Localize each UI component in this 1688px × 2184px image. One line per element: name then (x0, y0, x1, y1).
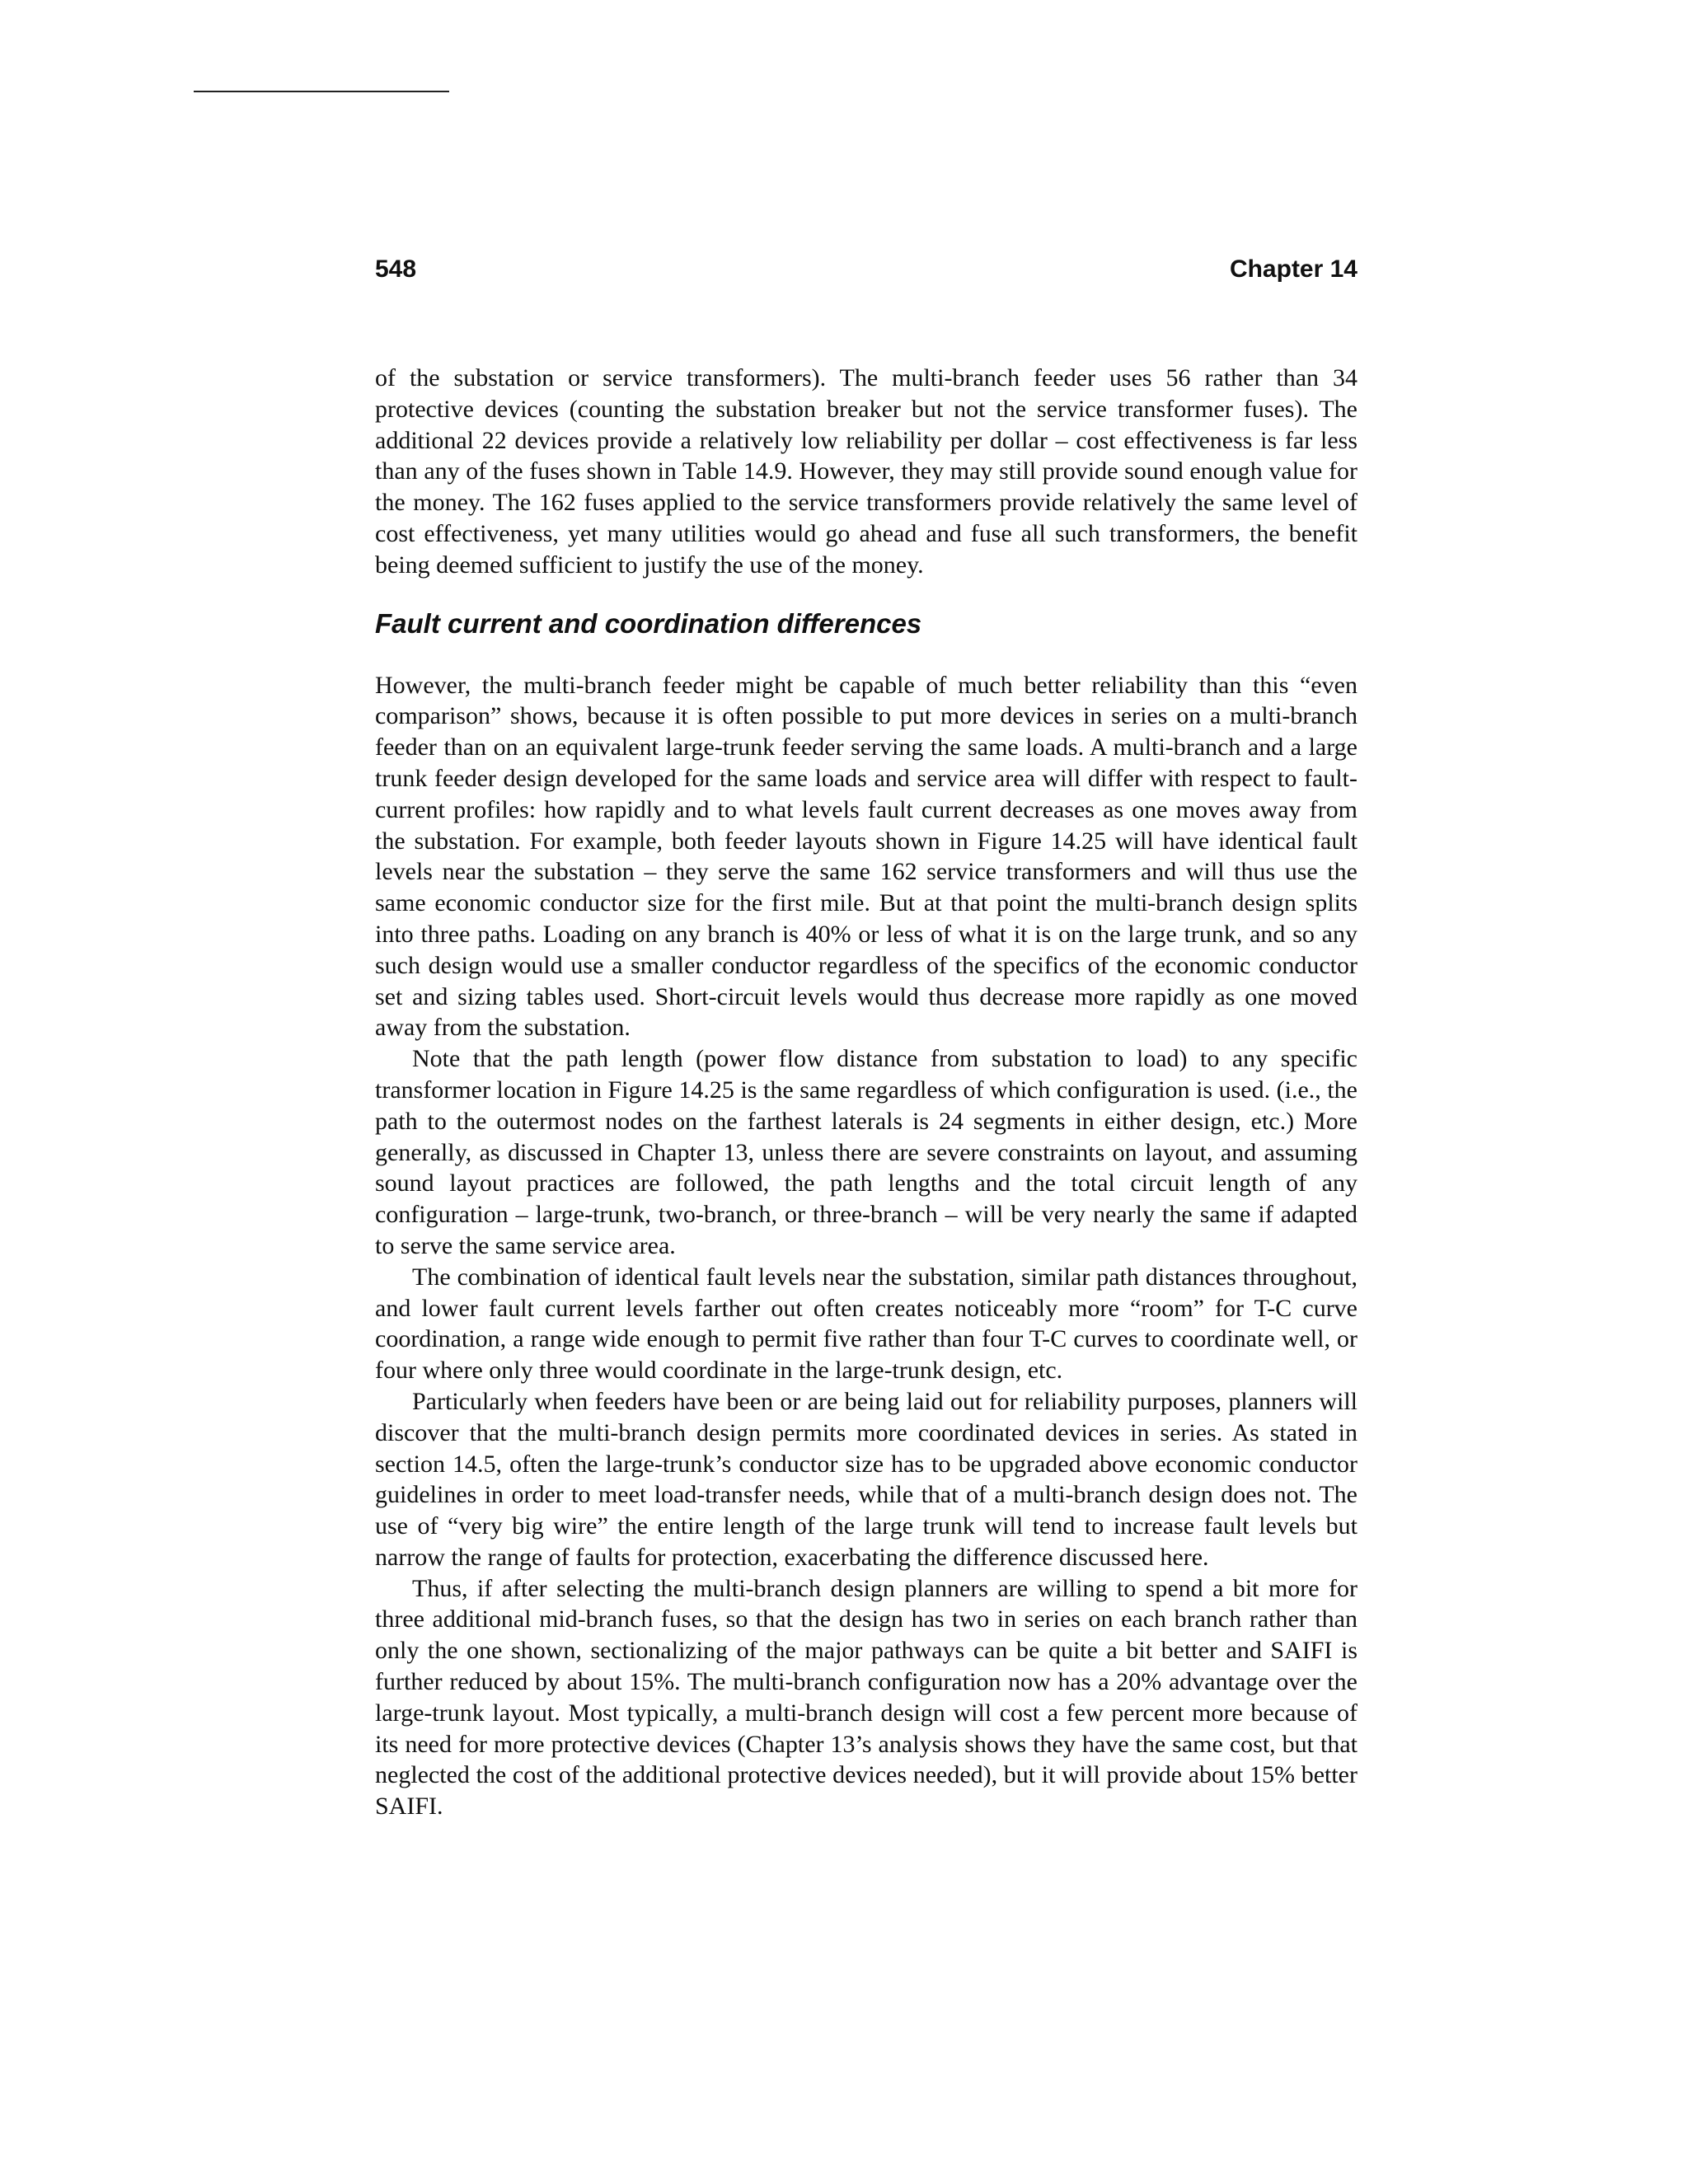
paragraph: However, the multi-branch feeder might be capable of much better reliability than this “even comparison” shows, because it is often possible to put more devices in series on a multi-branch feeder than on an equivalent large-trunk feeder serving the same loads. A multi-branch and a large trunk feeder design developed for the same loads and service area will differ with respect to fault-current profiles: how rapidly and to what levels fault current decreases as one moves away from the substation. For example, both feeder layouts shown in Figure 14.25 will have identical fault levels near the substation – they serve the same 162 service transformers and will thus use the same economic conductor size for the first mile. But at that point the multi-branch design splits into three paths. Loading on any branch is 40% or less of what it is on the large trunk, and so any such design would use a smaller conductor regardless of the specifics of the economic conductor set and sizing tables used. Short-circuit levels would thus decrease more rapidly as one moved away from the substation. (375, 671, 1357, 1042)
chapter-label: Chapter 14 (1229, 255, 1357, 283)
paragraph: Particularly when feeders have been or are being laid out for reliability purposes, planners will discover that the multi-branch design permits more coordinated devices in series. As stated in section 14.5, often the large-trunk’s conductor size has to be upgraded above economic conductor guidelines in order to meet load-transfer needs, while that of a multi-branch design does not. The use of “very big wire” the entire length of the large trunk will tend to increase fault levels but narrow the range of faults for protection, exacerbating the difference discussed here. (375, 1387, 1357, 1571)
body-text (375, 363, 1357, 1822)
paragraph-continuation: of the substation or service transformers). The multi-branch feeder uses 56 rather than 34 protective devices (counting the substation breaker but not the service transformer fuses). The additional 22 devices provide a relatively low reliability per dollar – cost effectiveness is far less than any of the fuses shown in Table 14.9. However, they may still provide sound enough value for the money. The 162 fuses applied to the service transformers provide relatively the same level of cost effectiveness, yet many utilities would go ahead and fuse all such transformers, the benefit being deemed sufficient to justify the use of the money. (375, 364, 1357, 579)
paragraph: Thus, if after selecting the multi-branch design planners are willing to spend a bit more for three additional mid-branch fuses, so that the design has two in series on each branch rather than only the one shown, sectionalizing of the major pathways can be quite a bit better and SAIFI is further reduced by about 15%. The multi-branch configuration now has a 20% advantage over the large-trunk layout. Most typically, a multi-branch design will cost a few percent more because of its need for more protective devices (Chapter 13’s analysis shows they have the same cost, but that neglected the cost of the additional protective devices needed), but it will provide about 15% better SAIFI. (375, 1574, 1357, 1821)
paragraph: Note that the path length (power flow distance from substation to load) to any specific transformer location in Figure 14.25 is the same regardless of which configuration is used. (i.e., the path to the outermost nodes on the farthest laterals is 24 segments in either design, etc.) More generally, as discussed in Chapter 13, unless there are severe constraints on layout, and assuming sound layout practices are followed, the path lengths and the total circuit length of any configuration – large-trunk, two-branch, or three-branch – will be very nearly the same if adapted to serve the same service area. (375, 1045, 1357, 1259)
page-number: 548 (375, 255, 417, 283)
section-heading: Fault current and coordination differences (375, 607, 922, 639)
paragraph: The combination of identical fault levels near the substation, similar path distances throughout, and lower fault current levels farther out often creates noticeably more “room” for T-C curve coordination, a range wide enough to permit five rather than four T-C curves to coordinate well, or four where only three would coordinate in the large-trunk design, etc. (375, 1263, 1357, 1385)
page-header (375, 252, 1357, 287)
top-rule (194, 91, 449, 92)
